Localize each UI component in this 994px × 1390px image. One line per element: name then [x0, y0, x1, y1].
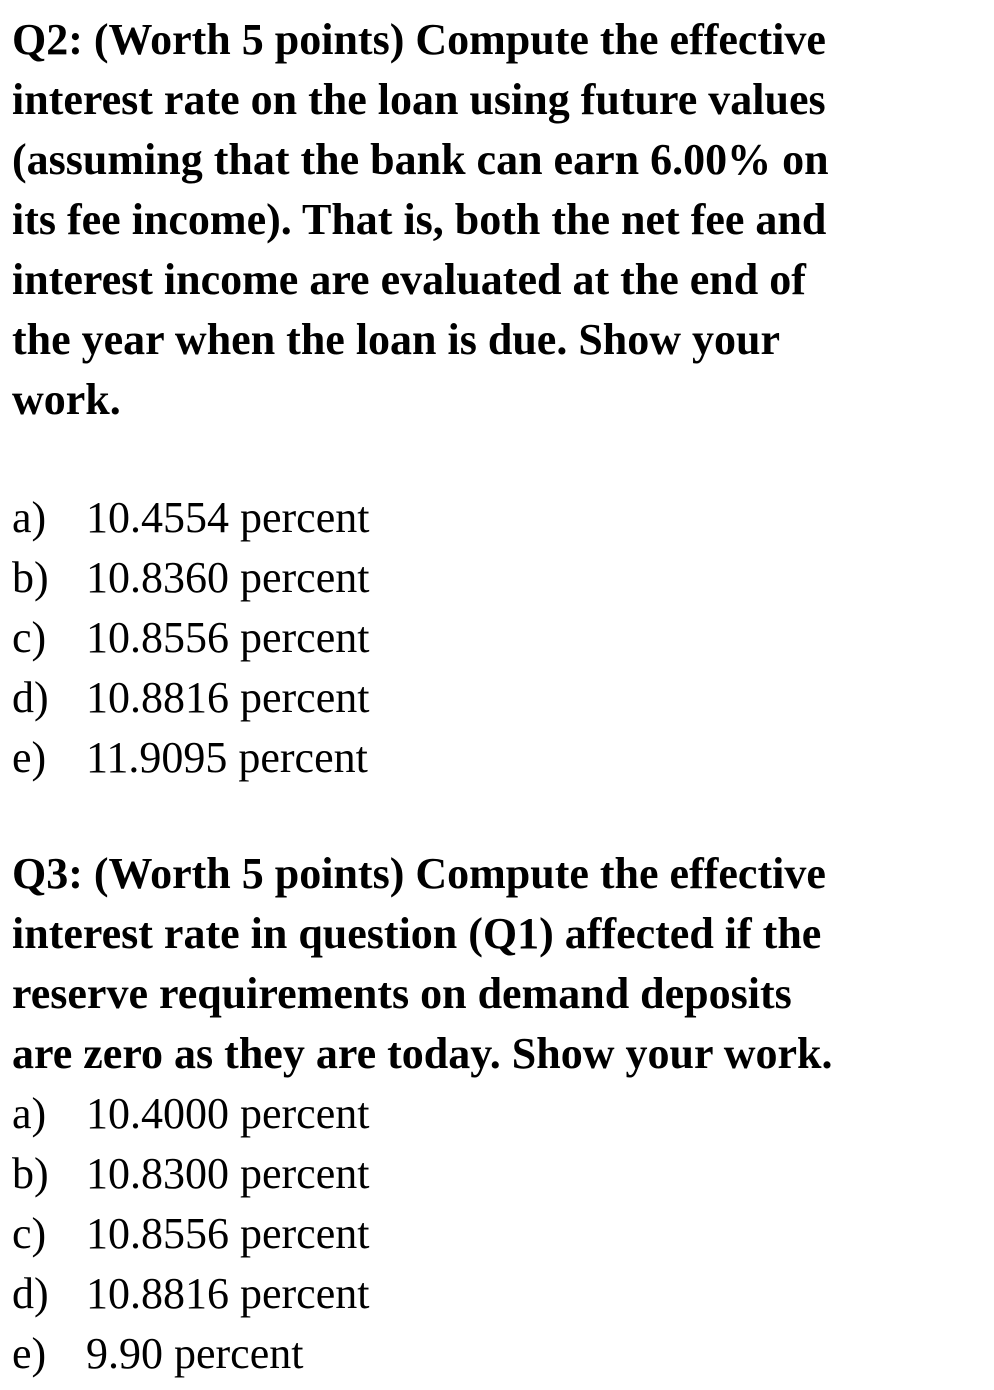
option-text: 10.8816 percent [86, 673, 370, 722]
option-letter: e) [12, 1329, 47, 1378]
option-text: 10.8816 percent [86, 1269, 370, 1318]
question-3-option-b [12, 1144, 982, 1204]
option-text: 10.8556 percent [86, 613, 370, 662]
question-3-option-d [12, 1264, 982, 1324]
option-letter: d) [12, 1269, 49, 1318]
question-2-option-e [12, 728, 982, 788]
option-text: 10.8556 percent [86, 1209, 370, 1258]
option-letter: b) [12, 1149, 49, 1198]
question-2-text [12, 0, 982, 430]
option-letter: c) [12, 1209, 47, 1258]
option-letter: a) [12, 493, 47, 542]
question-3-text [12, 844, 982, 1084]
question-2-option-d [12, 668, 982, 728]
question-2-line: (assuming that the bank can earn 6.00% on [12, 135, 829, 184]
question-2-option-c [12, 608, 982, 668]
option-letter: d) [12, 673, 49, 722]
option-text: 10.8360 percent [86, 553, 370, 602]
question-2-line: Q2: (Worth 5 points) Compute the effective [12, 15, 826, 64]
question-2-options [12, 488, 982, 788]
option-letter: c) [12, 613, 47, 662]
document-page [12, 0, 982, 1384]
option-letter: a) [12, 1089, 47, 1138]
question-2-line: interest rate on the loan using future values [12, 75, 826, 124]
question-2 [12, 0, 982, 788]
option-text: 10.8300 percent [86, 1149, 370, 1198]
question-3-line: are zero as they are today. Show your work. [12, 1029, 833, 1078]
question-3-option-e [12, 1324, 982, 1384]
question-2-line: its fee income). That is, both the net fee and [12, 195, 827, 244]
question-2-option-b [12, 548, 982, 608]
option-text: 11.9095 percent [86, 733, 368, 782]
option-letter: b) [12, 553, 49, 602]
question-3-line: interest rate in question (Q1) affected if the [12, 909, 822, 958]
option-text: 10.4000 percent [86, 1089, 370, 1138]
question-2-line: interest income are evaluated at the end of [12, 255, 806, 304]
question-3-option-a [12, 1084, 982, 1144]
option-text: 10.4554 percent [86, 493, 370, 542]
question-3-line: reserve requirements on demand deposits [12, 969, 792, 1018]
option-letter: e) [12, 733, 47, 782]
option-text: 9.90 percent [86, 1329, 304, 1378]
question-3-option-c [12, 1204, 982, 1264]
question-2-line: work. [12, 375, 121, 424]
question-3-options [12, 1084, 982, 1384]
question-2-option-a [12, 488, 982, 548]
question-3-line: Q3: (Worth 5 points) Compute the effective [12, 849, 826, 898]
question-2-line: the year when the loan is due. Show your [12, 315, 781, 364]
question-3 [12, 844, 982, 1384]
